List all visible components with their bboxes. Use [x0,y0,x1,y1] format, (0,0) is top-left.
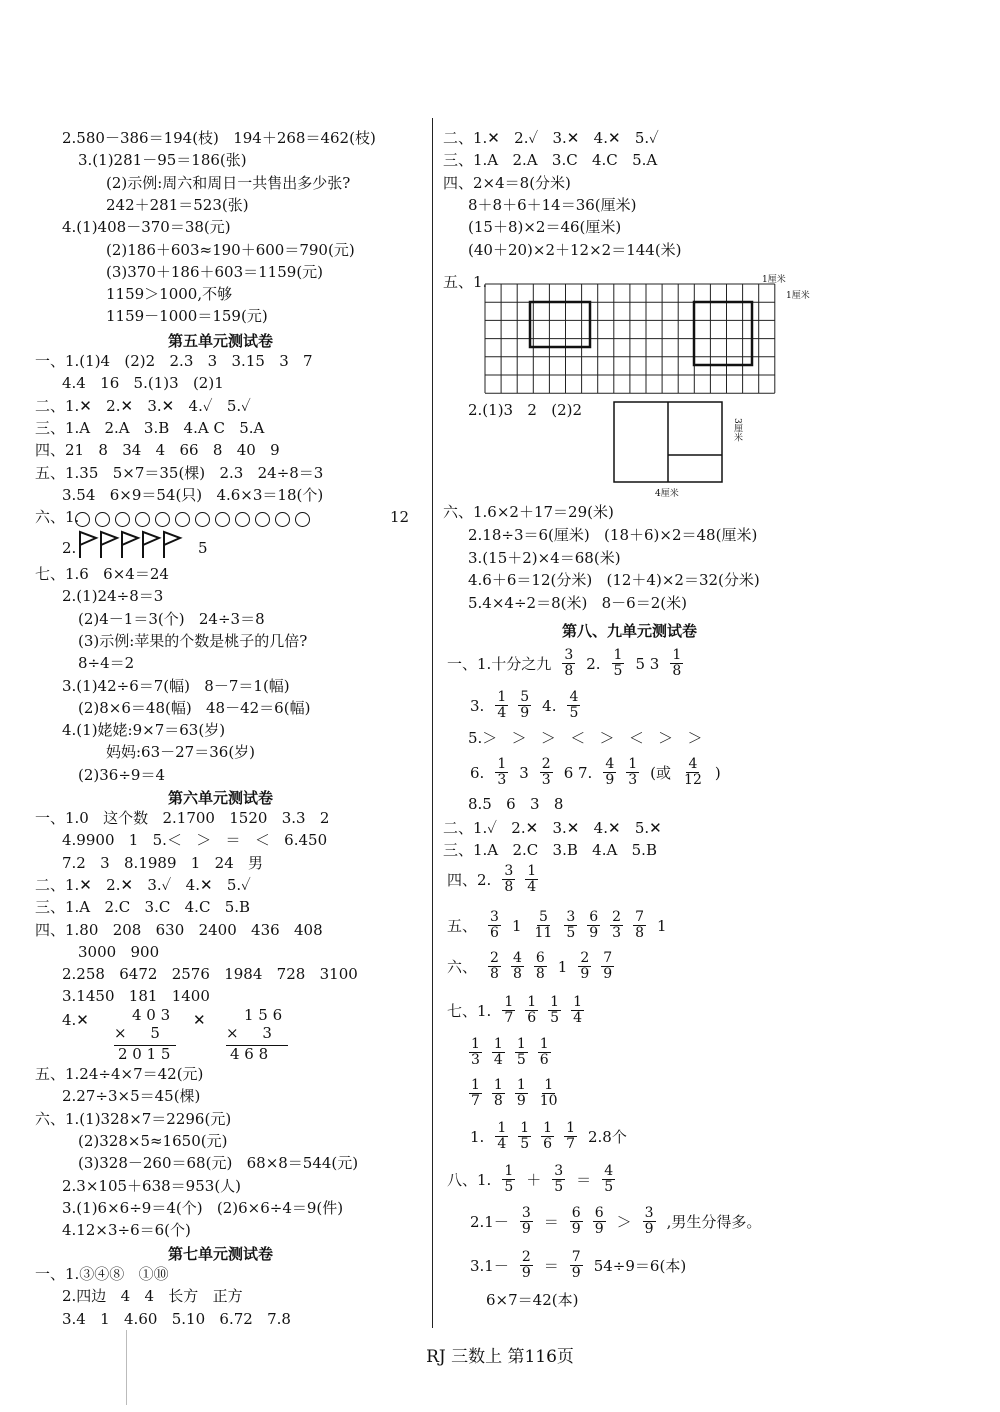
answer-line: 3.(15＋2)×4＝68(米) [468,548,621,567]
circle-shape [95,512,110,527]
circle-shape [295,512,310,527]
answer-line: 2.580－386＝194(枝) 194＋268＝462(枝) [62,129,376,147]
inline-text: 八、1. [447,1171,492,1189]
r2-row [466,690,583,721]
fraction: $\frac{4}{12}$ [684,756,702,788]
answer-line: 二、1.✕ 2.✓ 3.✕ 4.✕ 5.✓ [443,129,659,147]
fraction: $\frac{1}{4}$ [497,689,507,721]
unit5-title: 第五单元测试卷 [168,332,274,350]
answer-line: 7.2 3 8.1989 1 24 男 [62,853,264,872]
inline-text: 3. [470,696,485,715]
answer-line: 3.4 1 4.60 5.10 6.72 7.8 [62,1309,291,1328]
inline-text: 54÷9＝6(本) [593,1257,687,1275]
flags-count: 5 [198,539,208,557]
r15-row [443,1164,618,1195]
inline-text: 1 [557,957,568,976]
answer-line: 妈妈:63－27＝36(岁) [106,743,256,762]
inline-text: 2.1－ [470,1213,509,1231]
fraction: $\frac{2}{3}$ [612,909,622,941]
rectangle-lines [614,402,722,482]
box-side-label: 3厘米 [732,418,742,442]
inline-text: 2.8个 [588,1128,627,1146]
drawn-rectangle [694,302,752,365]
box-bottom-label: 4厘米 [655,489,679,499]
flag-shape [80,532,96,558]
mult2-top: 1 5 6 [244,1006,283,1024]
grid-figure [484,283,784,395]
fraction: $\frac{4}{9}$ [605,756,615,788]
inline-text: 3.1－ [470,1257,509,1275]
fraction: $\frac{1}{5}$ [550,994,560,1026]
inline-text: 四、2. [447,871,492,889]
circle-shape [255,512,270,527]
inline-text: ) [714,763,721,782]
flag-shape [122,532,138,558]
fraction: $\frac{3}{6}$ [490,909,499,941]
fraction: $\frac{7}{9}$ [571,1249,581,1281]
inline-text: ＋ [526,1171,542,1189]
answer-line: 四、21 8 34 4 66 8 40 9 [35,441,280,460]
answer-line: 一、1.(1)4 (2)2 2.3 3 3.15 3 7 [35,352,313,370]
fraction: $\frac{2}{9}$ [521,1249,531,1281]
fraction: $\frac{3}{8}$ [504,863,514,895]
answer-line: 3000 900 [78,942,160,961]
flags-group [78,530,188,560]
answer-line: 5.4×4÷2＝8(米) 8－6＝2(米) [468,594,687,613]
unit89-title: 第八、九单元测试卷 [562,622,698,640]
unit7-title: 第七单元测试卷 [168,1245,274,1263]
inline-text: 6. [470,763,485,782]
inline-text: 5 3 [635,654,660,673]
mult-x: ✕ [193,1011,206,1029]
inline-text: ＝ [543,1213,559,1231]
fraction: $\frac{1}{9}$ [516,1077,526,1109]
fraction: $\frac{1}{3}$ [628,756,638,788]
answer-line: 1159－1000＝159(元) [106,307,268,326]
six-circles-row: 六、1. [35,508,80,526]
answer-line: 二、1.✕ 2.✕ 3.✓ 4.✕ 5.✓ [35,875,251,894]
circle-shape [135,512,150,527]
answer-line: 2.18÷3＝6(厘米) (18＋6)×2＝48(厘米) [468,525,758,544]
answer-line: 4.(1)姥姥:9×7＝63(岁) [62,721,226,740]
r8-row [443,864,541,895]
fraction: $\frac{1}{8}$ [672,647,682,679]
r1-row [443,648,686,679]
fraction: $\frac{3}{5}$ [566,909,576,941]
answer-line: 4.4 16 5.(1)3 (2)1 [62,374,224,393]
answer-line: (2)328×5≈1650(元) [78,1131,228,1150]
answer-line: 一、1.0 这个数 2.1700 1520 3.3 2 [35,809,330,827]
fraction: $\frac{1}{4}$ [497,1120,507,1152]
fraction: $\frac{6}{9}$ [571,1205,581,1237]
r11-row [443,995,587,1026]
answer-line: 2.27÷3×5＝45(棵) [62,1087,201,1106]
fraction: $\frac{1}{10}$ [539,1077,558,1109]
answer-line: 3.(1)42÷6＝7(幅) 8－7＝1(幅) [62,676,290,695]
answer-line: 2.(1)24÷8＝3 [62,587,164,606]
answer-line: (2)8×6＝48(幅) 48－42＝6(幅) [78,698,311,717]
inline-text: 六、 [447,958,478,976]
flag-shape [164,532,180,558]
inline-text: 1. [470,1127,485,1146]
fraction: $\frac{1}{8}$ [493,1077,503,1109]
answer-line: 三、1.A 2.A 3.B 4.A C 5.A [35,418,265,437]
fraction: $\frac{1}{4}$ [573,994,582,1026]
answer-line: 五、1.24÷4×7＝42(元) [35,1065,204,1083]
r17-row [466,1250,690,1281]
answer-line: 3.54 6×9＝54(只) 4.6×3＝18(个) [62,485,324,504]
fraction: $\frac{4}{8}$ [512,950,522,982]
r13-row [466,1078,563,1109]
answer-line: (40＋20)×2＋12×2＝144(米) [468,240,682,259]
fraction: $\frac{1}{3}$ [471,1036,480,1068]
r16-row [466,1206,765,1237]
drawn-rectangle [530,302,590,347]
r18-line: 6×7＝42(本) [486,1291,579,1309]
r12-row [466,1037,554,1068]
fraction: $\frac{2}{8}$ [490,950,499,982]
page-footer: RJ 三数上 第116页 [426,1347,574,1367]
answer-line: (15＋8)×2＝46(厘米) [468,218,622,237]
inline-text: 2. [586,654,601,673]
answer-line: 2.四边 4 4 长方 正方 [62,1287,243,1306]
fraction: $\frac{1}{5}$ [613,647,623,679]
flags-label: 2. [62,539,77,557]
inline-text: 1 [511,916,522,935]
fraction: $\frac{4}{5}$ [569,689,579,721]
inline-text: 1 [657,916,667,935]
circle-shape [175,512,190,527]
r5-line: 8.5 6 3 8 [468,795,564,813]
answer-line: 2.258 6472 2576 1984 728 3100 [62,965,358,984]
unit6-title: 第六单元测试卷 [168,789,274,807]
circles-group [75,509,315,528]
r10-row [443,951,617,982]
fraction: $\frac{1}{7}$ [566,1120,575,1152]
grid-unit-label: 1厘米 [786,291,810,301]
circle-shape [75,512,90,527]
inline-text: 七、1. [447,1002,492,1020]
answer-line: 4.6＋6＝12(分米) (12＋4)×2＝32(分米) [468,571,760,590]
mult1-top: 4 0 3 [132,1006,171,1024]
r14-row [466,1121,631,1152]
answer-line: 8＋8＋6＋14＝36(厘米) [468,195,637,214]
answer-line: 1159＞1000,不够 [106,285,233,304]
q2-answer: 2.(1)3 2 (2)2 [468,401,583,419]
answer-line: 4.9900 1 5.＜ ＞ ＝ ＜ 6.450 [62,831,328,850]
inline-text: ＝ [576,1171,592,1189]
fraction: $\frac{4}{5}$ [604,1163,614,1195]
fraction: $\frac{3}{9}$ [521,1205,531,1237]
inline-text: ＞ [616,1213,632,1231]
grid-lines [485,284,775,393]
fraction: $\frac{1}{5}$ [520,1120,530,1152]
flag-shape [143,532,159,558]
fraction: $\frac{1}{6}$ [527,994,537,1026]
mult1-mid: × 5 [114,1024,160,1042]
answer-line: 3.(1)6×6÷9＝4(个) (2)6×6÷4＝9(件) [62,1198,344,1217]
inline-text: ,男生分得多。 [666,1213,762,1231]
circle-shape [115,512,130,527]
inline-text: 一、1.十分之九 [447,655,552,673]
fraction: $\frac{3}{5}$ [554,1163,564,1195]
answer-line: 3.(1)281－95＝186(张) [78,151,247,170]
circle-shape [215,512,230,527]
answer-line: 六、1.6×2＋17＝29(米) [443,503,614,521]
answer-line: 4.(1)408－370＝38(元) [62,218,231,237]
inline-text: 3 [519,763,529,782]
answer-line: (3)328－260＝68(元) 68×8＝544(元) [78,1154,359,1173]
fraction: $\frac{1}{6}$ [543,1120,553,1152]
inline-text: (或 [650,764,672,782]
r6-line: 二、1.✓ 2.✕ 3.✕ 4.✕ 5.✕ [443,819,662,837]
answer-line: 2.3×105＋638＝953(人) [62,1176,242,1195]
r4-row [466,757,725,788]
answer-line: 3.1450 181 1400 [62,987,210,1006]
fraction: $\frac{7}{8}$ [635,909,644,941]
fraction: $\frac{7}{9}$ [603,950,613,982]
fraction: $\frac{5}{11}$ [534,909,553,941]
answer-line: 三、1.A 2.A 3.C 4.C 5.A [443,151,658,170]
answer-line: 242＋281＝523(张) [106,195,249,214]
fraction: $\frac{1}{5}$ [516,1036,526,1068]
fraction: $\frac{1}{7}$ [504,994,514,1026]
fraction: $\frac{6}{9}$ [594,1205,604,1237]
circles-count: 12 [390,508,410,526]
circle-shape [235,512,250,527]
fraction: $\frac{1}{5}$ [504,1163,514,1195]
fraction: $\frac{1}{4}$ [527,863,537,895]
mult2-result: 4 6 8 [230,1045,269,1063]
inline-text: 五、 [447,917,478,935]
inline-text: 4. [542,696,557,715]
inline-text: 6 7. [563,763,593,782]
answer-line: (2)36÷9＝4 [78,765,165,784]
fraction: $\frac{1}{6}$ [539,1036,549,1068]
fraction: $\frac{6}{9}$ [589,909,599,941]
fraction: $\frac{3}{9}$ [644,1205,654,1237]
mult-label: 4.✕ [62,1011,89,1029]
fraction: $\frac{1}{4}$ [493,1036,503,1068]
fraction: $\frac{1}{3}$ [497,756,507,788]
answer-line: 七、1.6 6×4＝24 [35,565,169,583]
mult2-mid: × 3 [226,1024,272,1042]
r9-row [443,910,671,941]
r7-line: 三、1.A 2.C 3.B 4.A 5.B [443,841,657,859]
grid-unit-label: 1厘米 [762,275,786,285]
answer-line: (3)370＋186＋603＝1159(元) [106,262,324,281]
column-divider [432,118,433,1328]
answer-line: 二、1.✕ 2.✕ 3.✕ 4.✓ 5.✓ [35,396,251,415]
answer-line: 三、1.A 2.C 3.C 4.C 5.B [35,898,251,917]
circle-shape [275,512,290,527]
five-label: 五、1. [443,273,488,291]
fraction: $\frac{5}{9}$ [520,689,530,721]
circle-shape [195,512,210,527]
answer-line: (2)示例:周六和周日一共售出多少张? [106,173,351,192]
answer-line: (3)示例:苹果的个数是桃子的几倍? [78,631,308,650]
answer-line: (2)4－1＝3(个) 24÷3＝8 [78,609,265,628]
fraction: $\frac{2}{3}$ [541,756,551,788]
fraction: $\frac{2}{9}$ [580,950,590,982]
fraction: $\frac{3}{8}$ [564,647,574,679]
mult1-result: 2 0 1 5 [118,1045,171,1063]
answer-line: 五、1.35 5×7＝35(棵) 2.3 24÷8＝3 [35,463,324,482]
answer-line: (2)186＋603≈190＋600＝790(元) [106,240,355,259]
r3-line: 5.＞ ＞ ＞ ＜ ＞ ＜ ＞ ＞ [468,729,703,747]
answer-line: 六、1.(1)328×7＝2296(元) [35,1109,232,1128]
answer-line: 四、2×4＝8(分米) [443,173,571,192]
answer-line: 一、1.③④⑧ ①⑩ [35,1265,169,1283]
circle-shape [155,512,170,527]
flag-shape [101,532,117,558]
fraction: $\frac{1}{7}$ [471,1077,480,1109]
answer-line: 四、1.80 208 630 2400 436 408 [35,920,323,939]
answer-line: 8÷4＝2 [78,654,135,673]
answer-line: 4.12×3÷6＝6(个) [62,1221,191,1240]
inline-text: ＝ [543,1257,559,1275]
fraction: $\frac{6}{8}$ [535,950,545,982]
